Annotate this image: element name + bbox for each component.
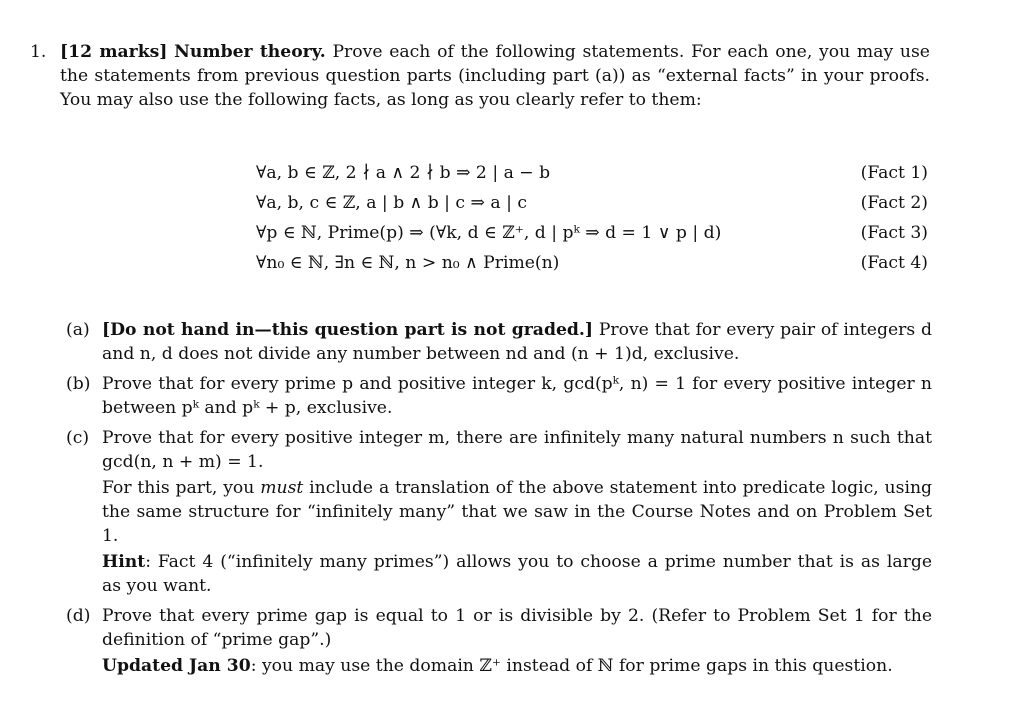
fact-label: (Fact 3) — [860, 223, 928, 243]
part-text — [102, 426, 932, 598]
note-pre: For this part, you — [102, 478, 255, 498]
fact-row — [256, 188, 932, 218]
part-d — [60, 604, 932, 678]
update-label: Updated Jan 30 — [102, 656, 251, 676]
fact-label: (Fact 4) — [860, 253, 928, 273]
part-label: (d) — [66, 606, 91, 626]
fact-row — [256, 158, 932, 188]
fact-formula: ∀a, b, c ∈ ℤ, a | b ∧ b | c ⇒ a | c — [256, 193, 527, 213]
question-marks: [12 marks] — [60, 42, 168, 62]
question-intro — [60, 40, 930, 112]
fact-label: (Fact 1) — [860, 163, 928, 183]
hint-text: : Fact 4 (“infinitely many primes”) allows you to choose a prime number that is as large as you want. — [102, 552, 932, 596]
part-text — [102, 318, 932, 366]
part-d-text: Prove that every prime gap is equal to 1 or is divisible by 2. (Refer to Problem Set 1 for the definition of “prime gap”.) — [102, 606, 932, 650]
part-d-update — [102, 654, 932, 678]
part-label: (c) — [66, 428, 90, 448]
question-title: Number theory. — [174, 42, 326, 62]
part-a-text: Prove that for every pair of integers d and n, d does not divide any number between nd and (n + 1)d, exclusive. — [102, 320, 932, 364]
fact-label: (Fact 2) — [860, 193, 928, 213]
part-c-note — [102, 476, 932, 548]
part-text — [102, 604, 932, 678]
note-post: include a translation of the above statement into predicate logic, using the same structure for “infinitely many” that we saw in the Course Notes and on Problem Set 1. — [102, 478, 933, 546]
not-graded-note: [Do not hand in—this question part is not graded.] — [102, 320, 594, 340]
update-text: : you may use the domain ℤ⁺ instead of ℕ for prime gaps in this question. — [250, 656, 893, 676]
facts-list — [256, 158, 932, 278]
part-b-text: Prove that for every prime p and positive integer k, gcd(pᵏ, n) = 1 for every positive integer n between pᵏ and pᵏ + p, exclusive. — [102, 374, 932, 418]
fact-row — [256, 218, 932, 248]
part-b — [60, 372, 932, 420]
part-c-text: Prove that for every positive integer m, there are infinitely many natural numbers n such that gcd(n, n + m) = 1. — [102, 428, 932, 472]
part-a — [60, 318, 932, 366]
note-emphasis: must — [260, 478, 304, 498]
part-label: (a) — [66, 320, 90, 340]
fact-formula: ∀n₀ ∈ ℕ, ∃n ∈ ℕ, n > n₀ ∧ Prime(n) — [256, 253, 560, 273]
part-label: (b) — [66, 374, 91, 394]
part-c-hint — [102, 550, 932, 598]
question-intro-text: Prove each of the following statements. For each one, you may use the statements from previous question parts (including part (a)) as “external facts” in your proofs. You may also use the following facts, as long as you clearly refer to them: — [60, 42, 930, 110]
fact-formula: ∀p ∈ ℕ, Prime(p) ⇒ (∀k, d ∈ ℤ⁺, d | pᵏ ⇒ d = 1 ∨ p | d) — [256, 223, 722, 243]
fact-formula: ∀a, b ∈ ℤ, 2 ∤ a ∧ 2 ∤ b ⇒ 2 | a − b — [256, 163, 551, 183]
part-c — [60, 426, 932, 598]
fact-row — [256, 248, 932, 278]
question-number: 1. — [30, 42, 47, 62]
question-parts — [60, 318, 932, 684]
hint-label: Hint — [102, 552, 146, 572]
